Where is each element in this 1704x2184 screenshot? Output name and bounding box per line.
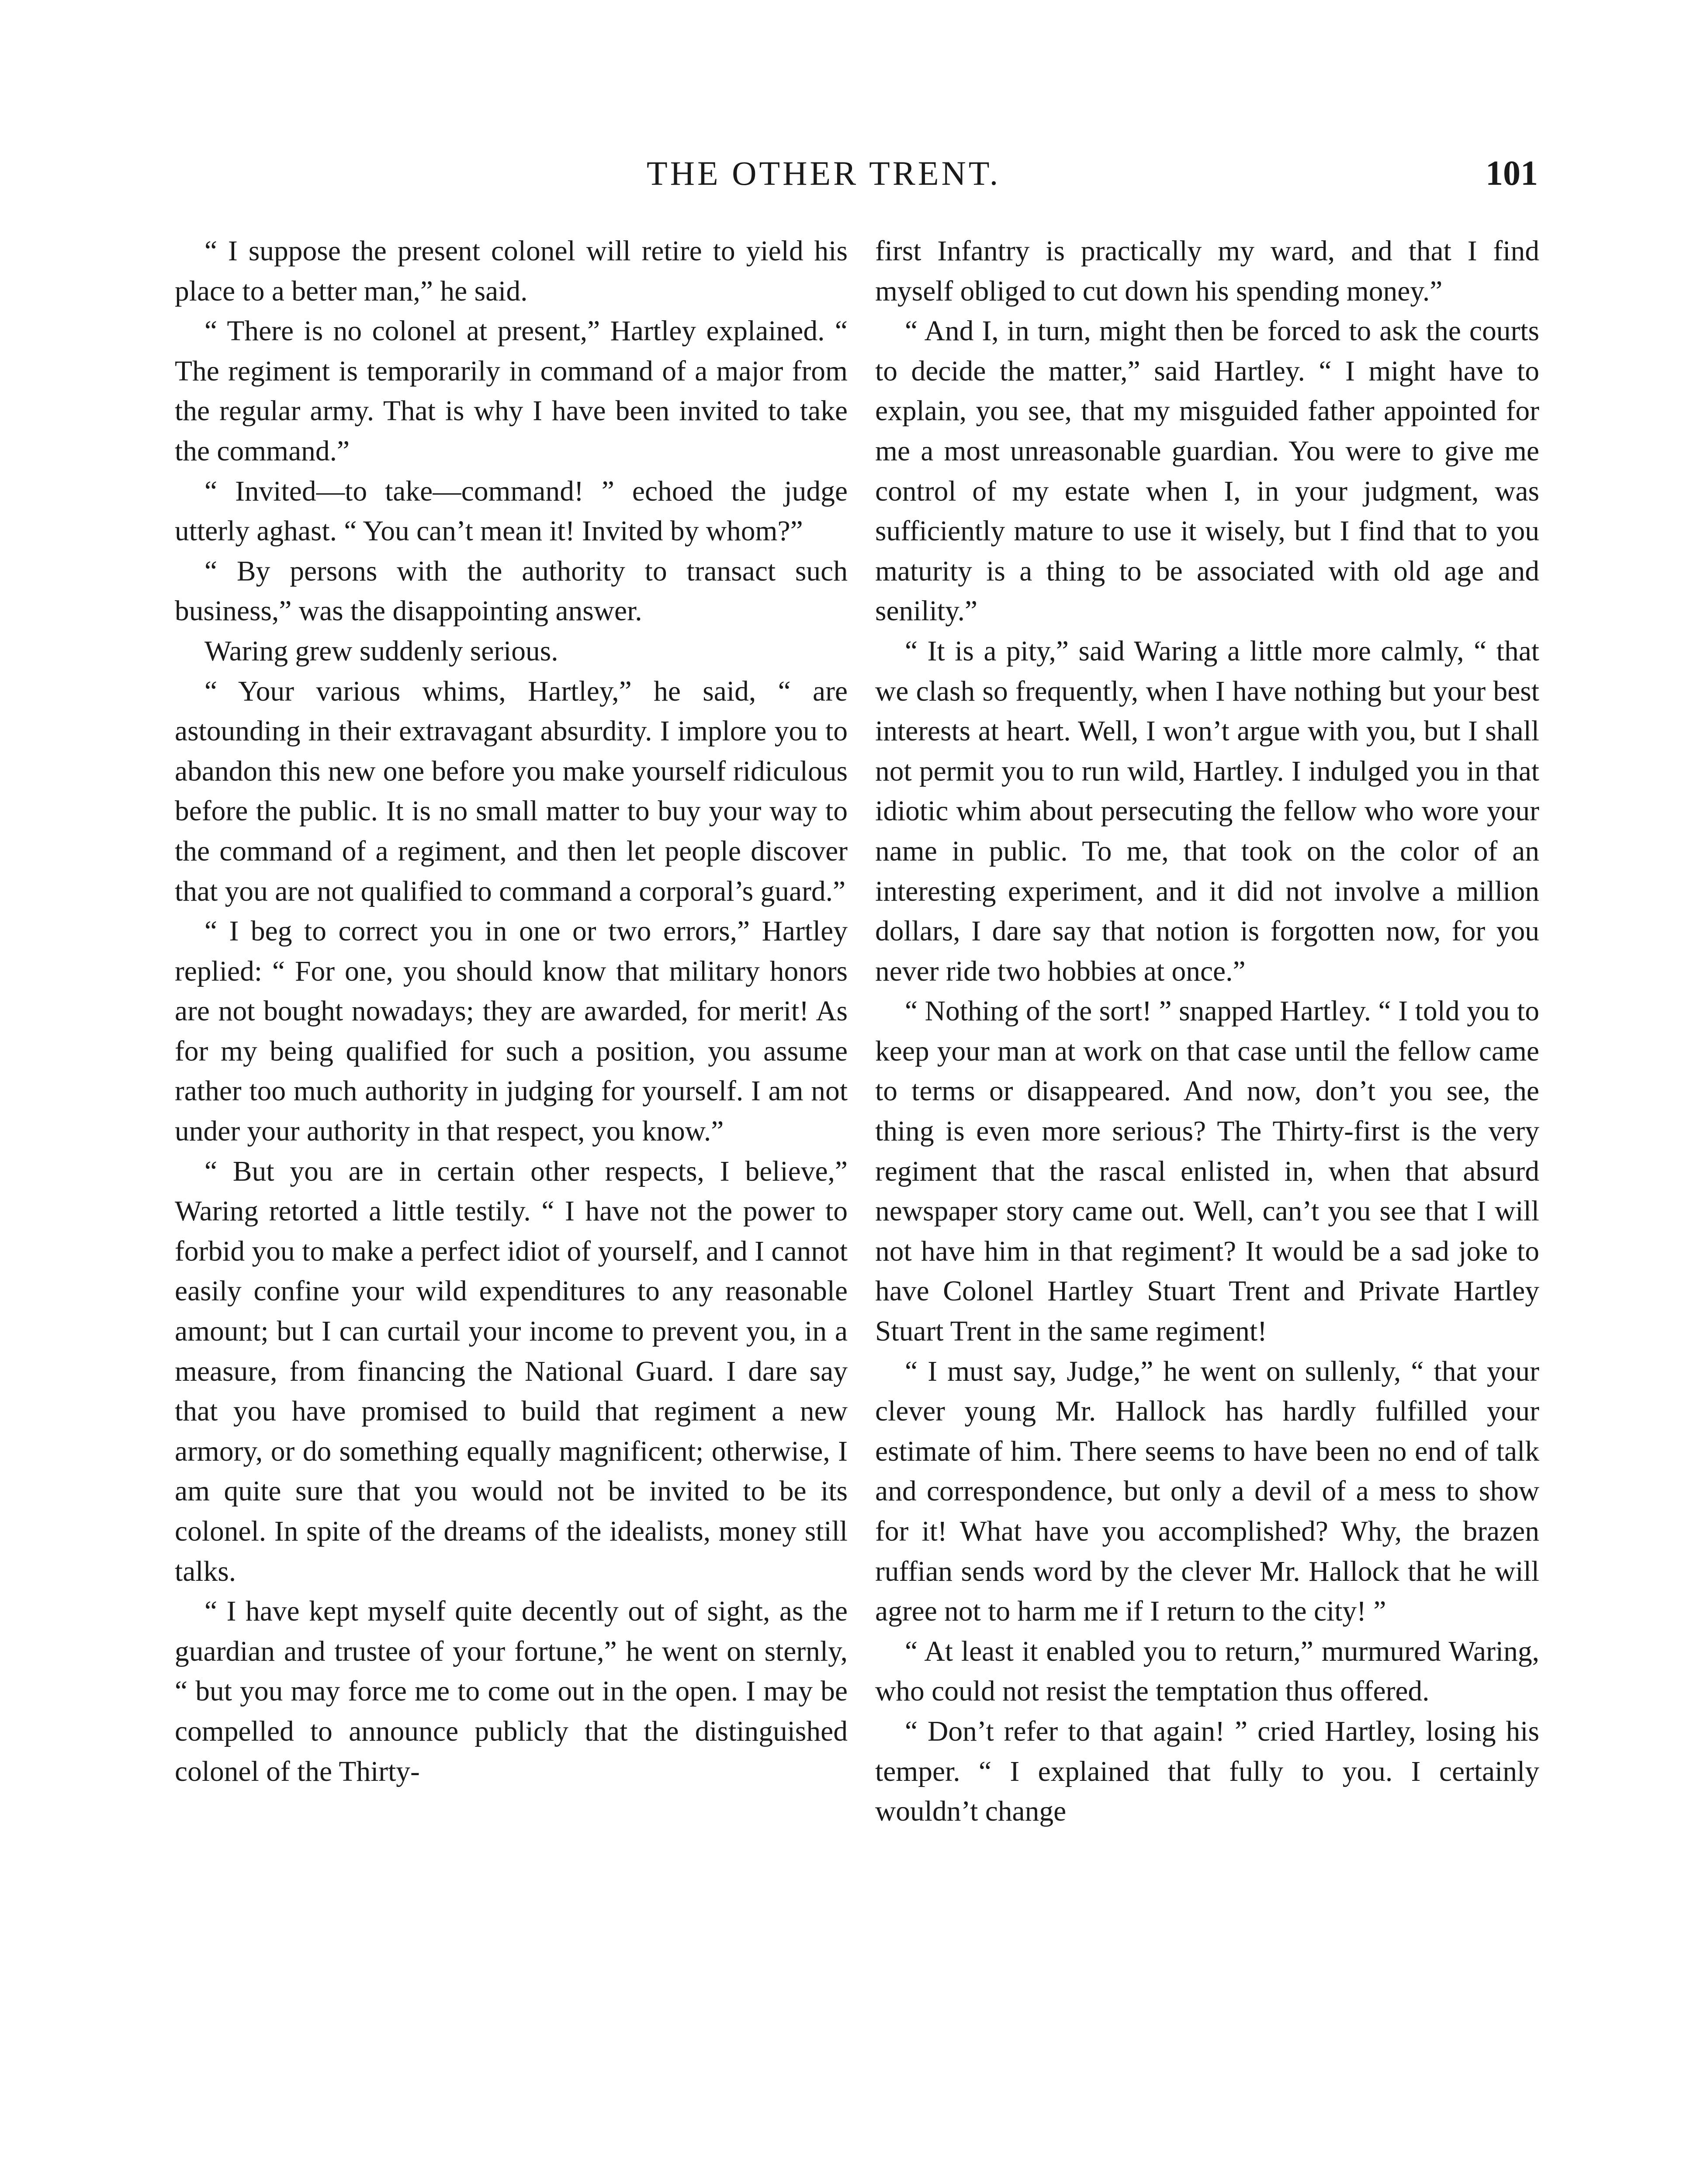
paragraph: “ But you are in certain other respects, I believe,” Waring retorted a little testily. “ I have not the power to forbid you to make a perfect idiot of yourself, and I cannot easily confine your wild expenditures to any reasonable amount; but I can curtail your income to prevent you, in a measure, from financing the National Guard. I dare say that you have promised to build that regiment a new armory, or do something equally magnificent; otherwise, I am quite sure that you would not be invited to be its colonel. In spite of the dreams of the idealists, money still talks. xyxy=(175,1155,848,1587)
paragraph-continued: first Infantry is practically my ward, and that I find myself obliged to cut down his spending money.” xyxy=(875,235,1539,307)
running-head xyxy=(0,154,1704,202)
left-column xyxy=(175,232,848,1792)
paragraph: “ I have kept myself quite decently out of sight, as the guardian and trustee of your fortune,” he went on sternly, “ but you may force me to come out in the open. I may be compelled to announce publicly that the distinguished colonel of the Thirty- xyxy=(175,1596,848,1787)
right-column xyxy=(875,232,1539,1832)
running-title: THE OTHER TRENT. xyxy=(647,154,1001,192)
paragraph: Waring grew suddenly serious. xyxy=(204,635,558,667)
paragraph: “ I suppose the present colonel will retire to yield his place to a better man,” he said. xyxy=(175,235,848,307)
paragraph: “ I beg to correct you in one or two errors,” Hartley replied: “ For one, you should know that military honors are not bought nowadays; they are awarded, for merit! As for my being qualified for such a position, you assume rather too much authority in judging for yourself. I am not under your authority in that respect, you know.” xyxy=(175,916,848,1147)
paragraph: “ It is a pity,” said Waring a little more calmly, “ that we clash so frequently, when I have nothing but your best interests at heart. Well, I won’t argue with you, but I shall not permit you to run wild, Hartley. I indulged you in that idiotic whim about persecuting the fellow who wore your name in public. To me, that took on the color of an interesting experiment, and it did not involve a million dollars, I dare say that notion is forgotten now, for you never ride two hobbies at once.” xyxy=(875,635,1539,987)
paragraph: “ I must say, Judge,” he went on sullenly, “ that your clever young Mr. Hallock has hardly fulfilled your estimate of him. There seems to have been no end of talk and correspondence, but only a devil of a mess to show for it! What have you accomplished? Why, the brazen ruffian sends word by the clever Mr. Hallock that he will agree not to harm me if I return to the city! ” xyxy=(875,1355,1539,1628)
page-number: 101 xyxy=(1486,154,1538,193)
paragraph: “ By persons with the authority to transact such business,” was the disappointing answer. xyxy=(175,555,848,627)
paragraph: “ There is no colonel at present,” Hartley explained. “ The regiment is temporarily in command of a major from the regular army. That is why I have been invited to take the command.” xyxy=(175,315,848,467)
paragraph: “ Don’t refer to that again! ” cried Hartley, losing his temper. “ I explained that fully to you. I certainly wouldn’t change xyxy=(875,1715,1539,1828)
paragraph: “ At least it enabled you to return,” murmured Waring, who could not resist the temptation thus offered. xyxy=(875,1635,1539,1707)
paragraph: “ Invited—to take—command! ” echoed the judge utterly aghast. “ You can’t mean it! Invited by whom?” xyxy=(175,475,848,547)
paragraph: “ Nothing of the sort! ” snapped Hartley. “ I told you to keep your man at work on that case until the fellow came to terms or disappeared. And now, don’t you see, the thing is even more serious? The Thirty-first is the very regiment that the rascal enlisted in, when that absurd newspaper story came out. Well, can’t you see that I will not have him in that regiment? It would be a sad joke to have Colonel Hartley Stuart Trent and Private Hartley Stuart Trent in the same regiment! xyxy=(875,995,1539,1348)
paragraph: “ And I, in turn, might then be forced to ask the courts to decide the matter,” said Hartley. “ I might have to explain, you see, that my misguided father appointed for me a most unreasonable guardian. You were to give me control of my estate when I, in your judgment, was sufficiently mature to use it wisely, but I find that to you maturity is a thing to be associated with old age and senility.” xyxy=(875,315,1539,627)
paragraph: “ Your various whims, Hartley,” he said, “ are astounding in their extravagant absurdity. I implore you to abandon this new one before you make yourself ridiculous before the public. It is no small matter to buy your way to the command of a regiment, and then let people discover that you are not qualified to command a corporal’s guard.” xyxy=(175,675,848,907)
